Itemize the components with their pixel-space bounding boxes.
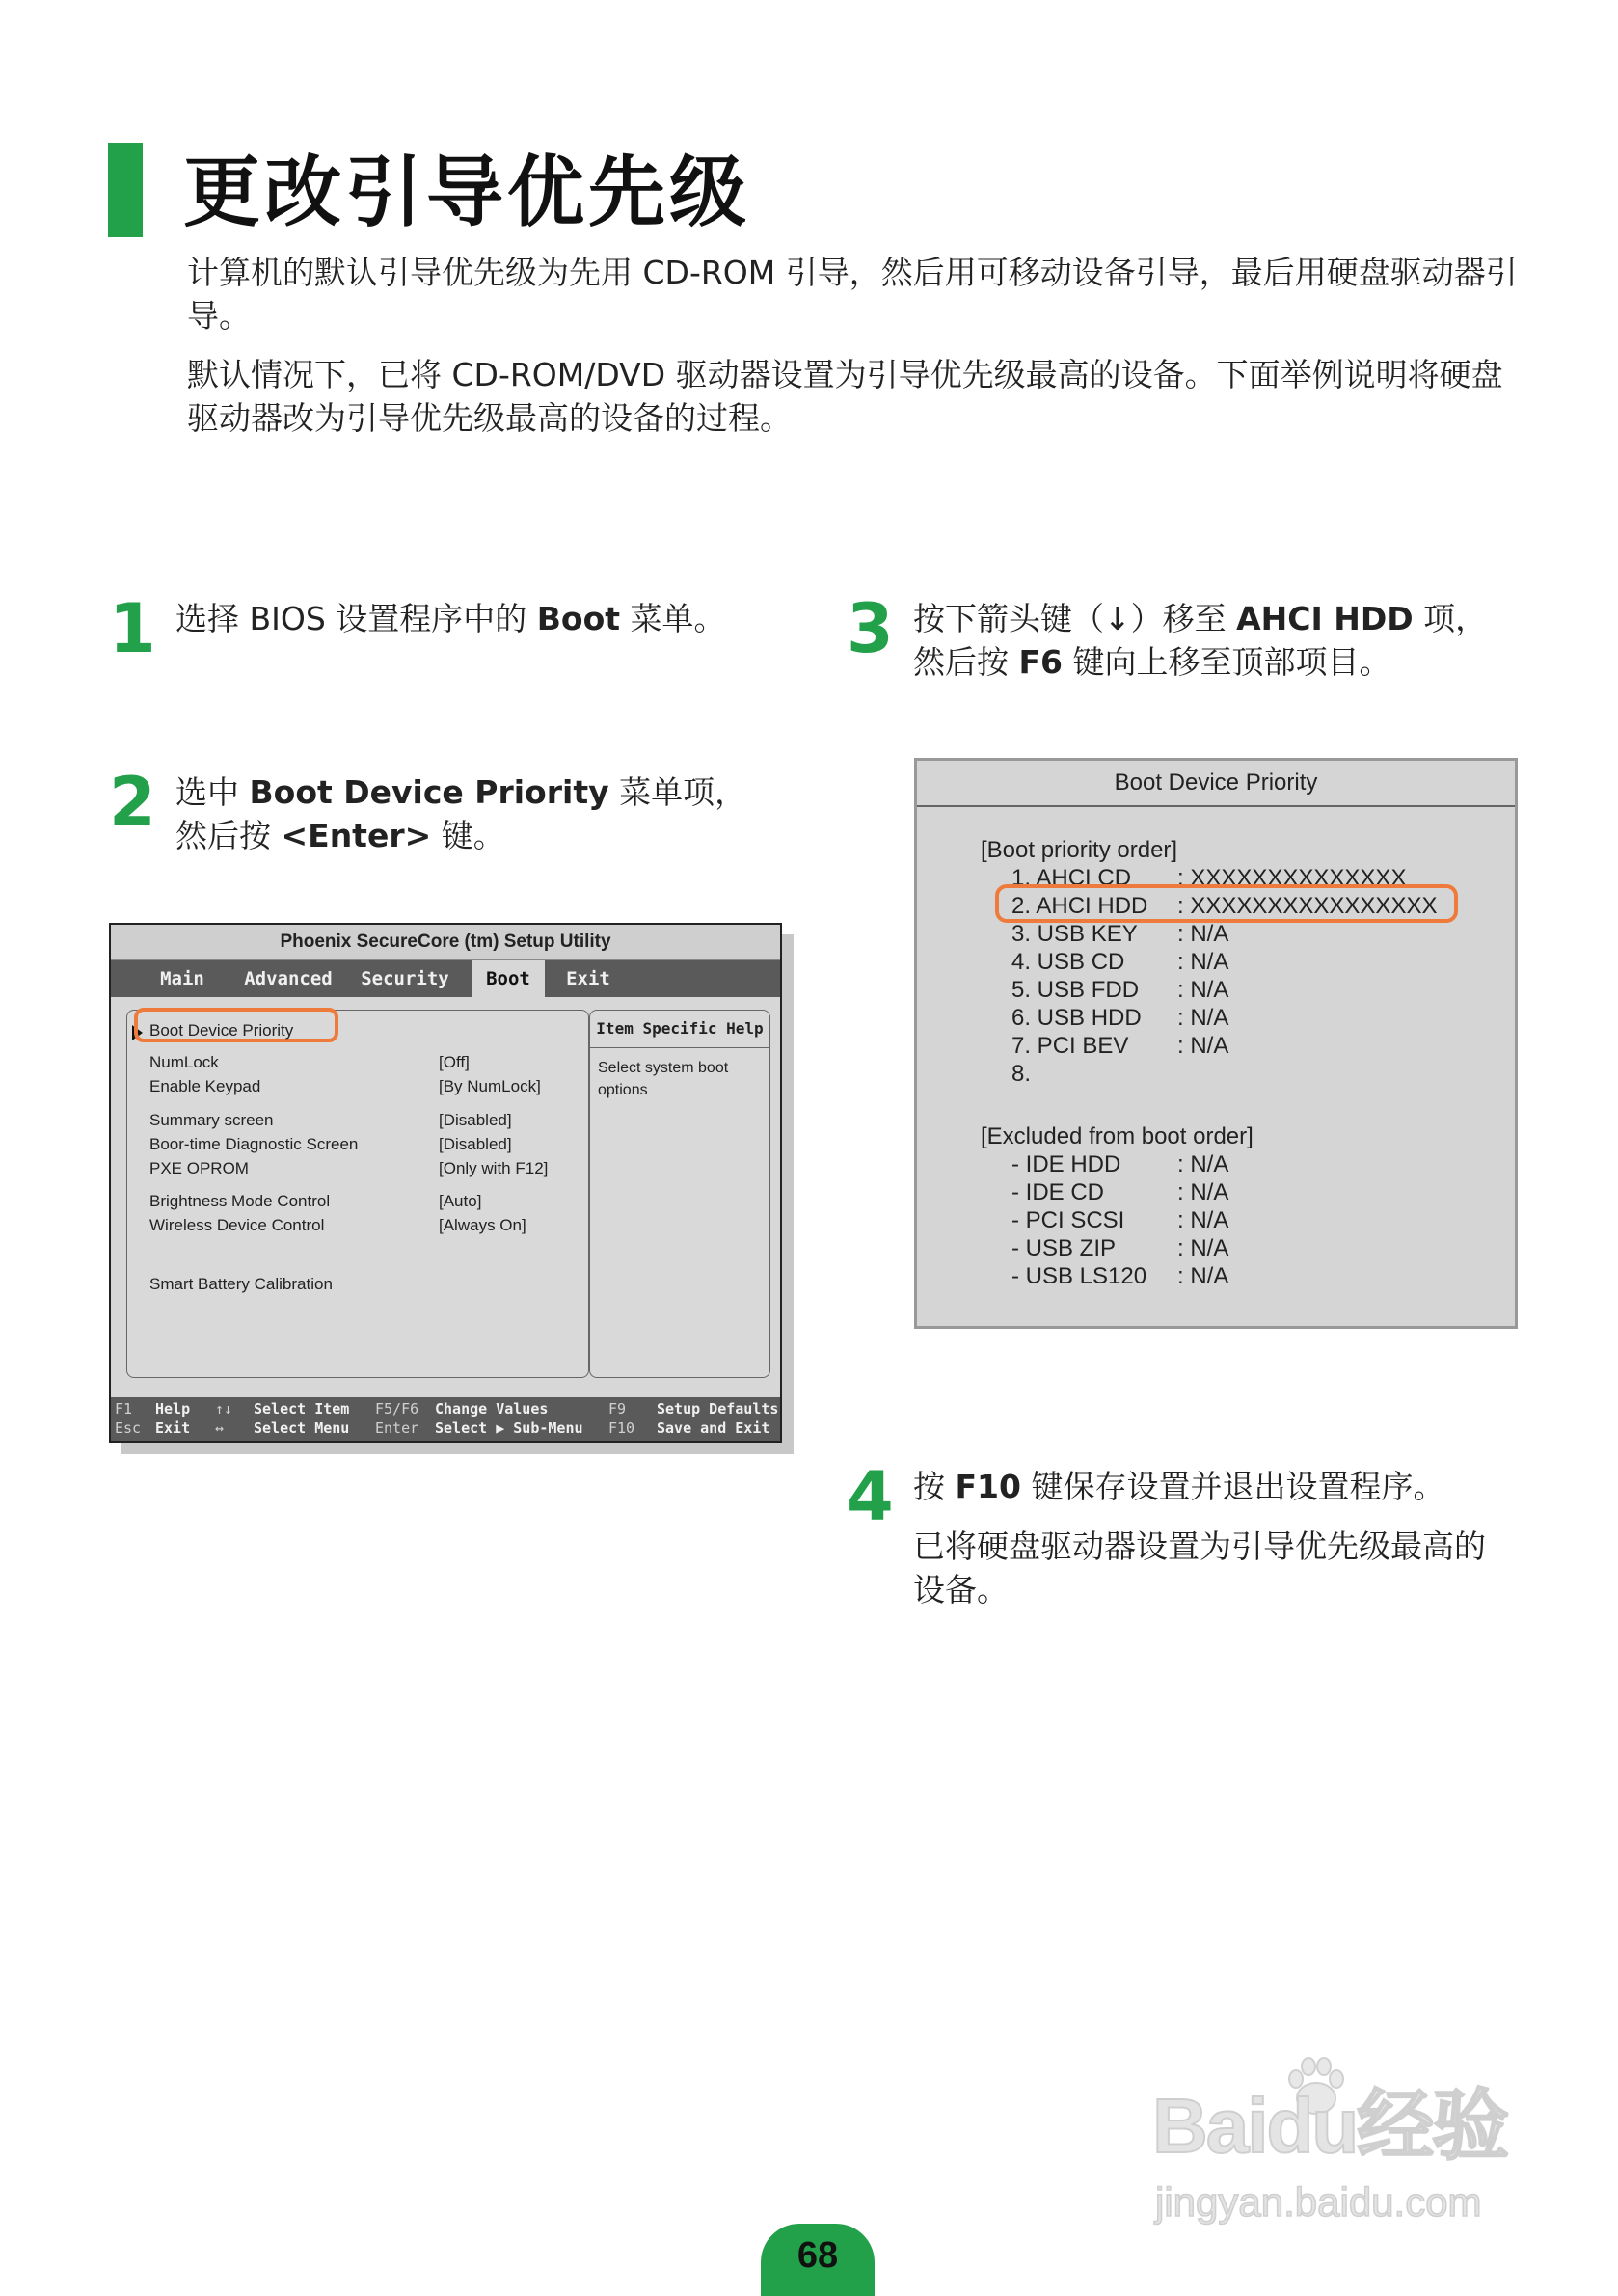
excluded-value: : N/A: [1177, 1207, 1229, 1233]
intro-paragraph-1: 计算机的默认引导优先级为先用 CD-ROM 引导，然后用可移动设备引导，最后用硬盘驱动器引导。: [187, 254, 1518, 335]
excluded-item[interactable]: - USB LS120: [1011, 1263, 1147, 1289]
bios-item-pxe-oprom[interactable]: PXE OPROM: [149, 1159, 249, 1177]
title-accent-bar: [108, 143, 143, 237]
bios-item-numlock[interactable]: NumLock: [149, 1053, 219, 1071]
bios-item-diagnostic-screen[interactable]: Boor-time Diagnostic Screen: [149, 1135, 359, 1153]
step-text-3: 按下箭头键（↓）移至 AHCI HDD 项，然后按 F6 键向上移至顶部项目。: [913, 600, 1488, 681]
step-text-2: 选中 Boot Device Priority 菜单项，然后按 <Enter> 键。: [175, 773, 747, 854]
bios-item-wireless-device[interactable]: Wireless Device Control: [149, 1216, 325, 1234]
boot-order-value: : N/A: [1177, 1033, 1229, 1059]
footer-key-f9: F9: [608, 1400, 627, 1418]
boot-priority-panel: [914, 758, 1518, 1329]
bios-help-title: Item Specific Help: [590, 1011, 769, 1048]
bios-menu-exit[interactable]: Exit: [566, 968, 610, 989]
excluded-item[interactable]: - IDE HDD: [1011, 1151, 1121, 1177]
excluded-value: : N/A: [1177, 1151, 1229, 1177]
boot-order-item[interactable]: 3. USB KEY: [1011, 921, 1138, 947]
bios-item-summary-screen[interactable]: Summary screen: [149, 1111, 274, 1129]
footer-label-select-item: Select Item: [254, 1400, 350, 1418]
footer-key-enter: Enter: [375, 1419, 419, 1437]
footer-label-exit: Exit: [155, 1419, 191, 1437]
boot-order-value: : XXXXXXXXXXXXXX: [1177, 865, 1407, 891]
step-number-3: 3: [847, 589, 894, 668]
footer-label-select-menu: Select Menu: [254, 1419, 350, 1437]
boot-order-item[interactable]: 7. PCI BEV: [1011, 1033, 1129, 1059]
boot-order-heading: [Boot priority order]: [981, 837, 1178, 863]
step-text-1: 选择 BIOS 设置程序中的 Boot 菜单。: [175, 600, 726, 637]
page-title: 更改引导优先级: [183, 148, 750, 237]
bios-help-panel: [589, 1010, 770, 1378]
footer-label-save-exit: Save and Exit: [657, 1419, 770, 1437]
bios-item-enable-keypad[interactable]: Enable Keypad: [149, 1077, 261, 1095]
page-number: 68: [796, 2235, 839, 2276]
footer-key-leftright: ↔: [215, 1419, 225, 1437]
excluded-value: : N/A: [1177, 1263, 1229, 1289]
footer-key-esc: Esc: [115, 1419, 142, 1437]
intro-paragraph-2: 默认情况下，已将 CD-ROM/DVD 驱动器设置为引导优先级最高的设备。下面举例说明将硬盘驱动器改为引导优先级最高的设备的过程。: [187, 356, 1503, 437]
footer-key-f10: F10: [608, 1419, 635, 1437]
bios-value-numlock: [Off]: [439, 1053, 470, 1071]
boot-order-value: : N/A: [1177, 1005, 1229, 1031]
bios-value-brightness-mode: [Auto]: [439, 1192, 482, 1210]
bios-value-enable-keypad: [By NumLock]: [439, 1077, 541, 1095]
bios-menu-main[interactable]: Main: [160, 968, 204, 989]
bios-value-summary-screen: [Disabled]: [439, 1111, 512, 1129]
bios-value-wireless-device: [Always On]: [439, 1216, 526, 1234]
footer-key-updown: ↑↓: [215, 1400, 233, 1418]
bios-title: Phoenix SecureCore (tm) Setup Utility: [111, 925, 780, 960]
footer-label-help: Help: [155, 1400, 191, 1418]
boot-order-item[interactable]: 4. USB CD: [1011, 949, 1125, 975]
bios-footer: [111, 1397, 780, 1441]
boot-order-value: : N/A: [1177, 977, 1229, 1003]
footer-key-f5f6: F5/F6: [375, 1400, 419, 1418]
footer-label-setup-defaults: Setup Defaults: [657, 1400, 779, 1418]
step-4-note: 已将硬盘驱动器设置为引导优先级最高的设备。: [913, 1527, 1486, 1608]
bios-menu-security[interactable]: Security: [361, 968, 449, 989]
boot-order-value: : N/A: [1177, 949, 1229, 975]
bios-menu-advanced[interactable]: Advanced: [244, 968, 333, 989]
boot-order-item[interactable]: 5. USB FDD: [1011, 977, 1140, 1003]
excluded-value: : N/A: [1177, 1179, 1229, 1205]
excluded-item[interactable]: - PCI SCSI: [1011, 1207, 1125, 1233]
boot-order-value: : N/A: [1177, 921, 1229, 947]
bios-menu-boot[interactable]: Boot: [472, 960, 545, 997]
bios-item-boot-device-priority[interactable]: Boot Device Priority: [149, 1021, 294, 1040]
bios-item-brightness-mode[interactable]: Brightness Mode Control: [149, 1192, 331, 1210]
boot-priority-title: Boot Device Priority: [917, 761, 1515, 807]
boot-order-value: : XXXXXXXXXXXXXXXX: [1177, 893, 1438, 919]
footer-label-change-values: Change Values: [435, 1400, 549, 1418]
watermark-url: jingyan.baidu.com: [1155, 2179, 1482, 2225]
bios-value-diagnostic-screen: [Disabled]: [439, 1135, 512, 1153]
boot-order-item[interactable]: 8.: [1011, 1061, 1032, 1087]
bios-help-text: Select system boot options: [598, 1060, 729, 1098]
bios-menubar: [111, 960, 780, 997]
excluded-value: : N/A: [1177, 1235, 1229, 1261]
excluded-item[interactable]: - USB ZIP: [1011, 1235, 1117, 1261]
excluded-item[interactable]: - IDE CD: [1011, 1179, 1104, 1205]
bios-item-smart-battery[interactable]: Smart Battery Calibration: [149, 1275, 333, 1293]
step-text-4: 按 F10 键保存设置并退出设置程序。: [913, 1468, 1445, 1505]
step-number-2: 2: [109, 763, 156, 842]
footer-label-select-submenu: Select ▶ Sub-Menu: [435, 1419, 583, 1437]
ahci-hdd-highlight: [995, 884, 1458, 923]
boot-order-item[interactable]: 2. AHCI HDD: [1011, 893, 1148, 919]
bios-screenshot: [109, 923, 782, 1443]
step-number-4: 4: [847, 1457, 894, 1536]
watermark-logo: Baidu经验: [1152, 2083, 1508, 2169]
boot-order-item[interactable]: 6. USB HDD: [1011, 1005, 1142, 1031]
boot-order-item[interactable]: 1. AHCI CD: [1011, 865, 1132, 891]
bios-value-pxe-oprom: [Only with F12]: [439, 1159, 549, 1177]
step-number-1: 1: [109, 589, 156, 668]
excluded-heading: [Excluded from boot order]: [981, 1123, 1254, 1149]
footer-key-f1: F1: [115, 1400, 133, 1418]
